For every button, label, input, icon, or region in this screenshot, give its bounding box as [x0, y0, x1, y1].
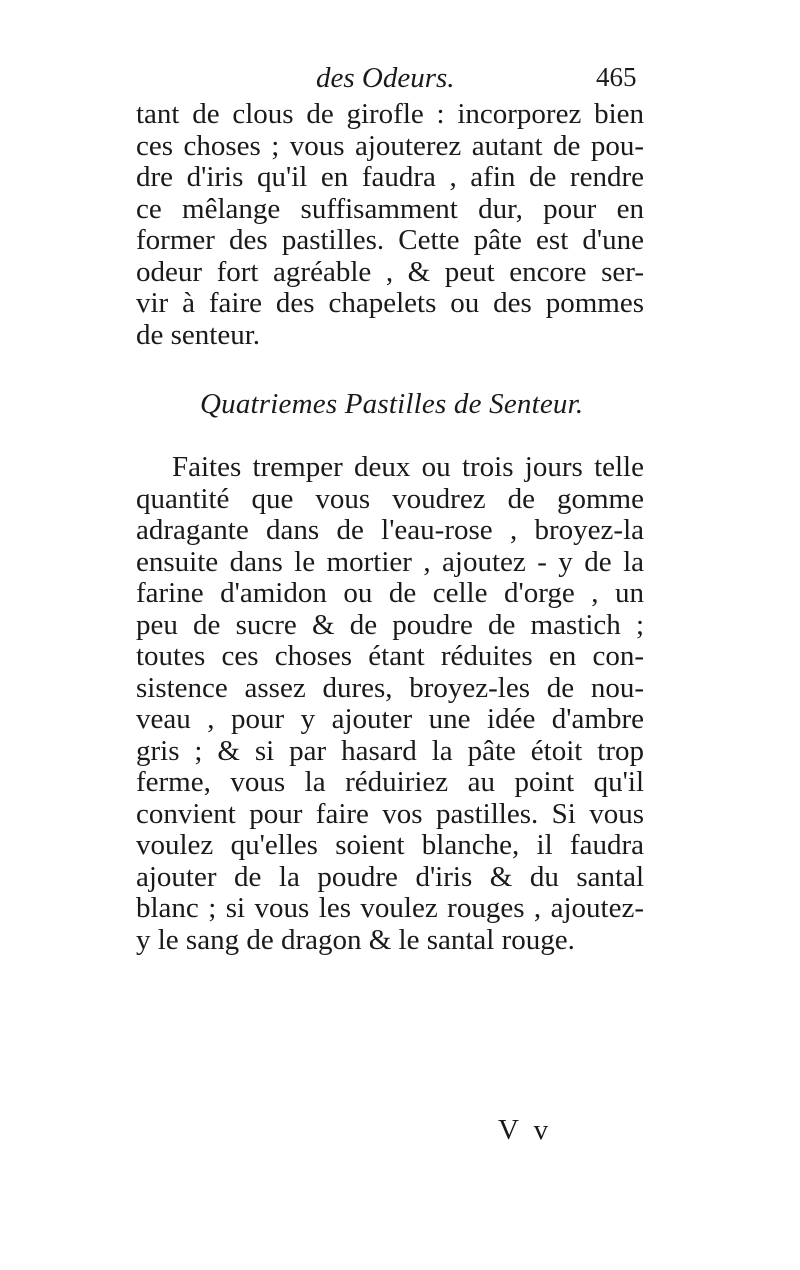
text-line: ferme, vous la réduiriez au point qu'il	[136, 766, 644, 798]
text-line: ajouter de la poudre d'iris & du santal	[136, 860, 644, 893]
text-line: convient pour faire vos pastilles. Si vous	[136, 797, 644, 830]
text-line: de senteur.	[136, 318, 261, 351]
text-line: dre d'iris qu'il en faudra , afin de rendre	[136, 161, 644, 193]
text-line: ces choses ; vous ajouterez autant de pou-	[136, 129, 644, 162]
text-line: Faites tremper deux ou trois jours telle	[172, 451, 644, 483]
text-line: voulez qu'elles soient blanche, il faudra	[136, 829, 644, 861]
text-line: sistence assez dures, broyez-les de nou-	[136, 671, 644, 704]
text-line: tant de clous de girofle : incorporez bien	[136, 98, 644, 130]
text-line: odeur fort agréable , & peut encore ser-	[136, 255, 644, 288]
running-title: des Odeurs.	[316, 62, 455, 94]
section-heading: Quatriemes Pastilles de Senteur.	[200, 388, 584, 420]
page-header	[0, 62, 800, 102]
paragraph-1	[136, 99, 644, 351]
text-line: gris ; & si par hasard la pâte étoit trop	[136, 734, 644, 767]
text-line: veau , pour y ajouter une idée d'ambre	[136, 703, 644, 735]
text-line: y le sang de dragon & le santal rouge.	[136, 923, 575, 956]
text-line: peu de sucre & de poudre de mastich ;	[136, 608, 644, 641]
signature-mark: V v	[498, 1114, 553, 1146]
paragraph-2	[136, 452, 644, 956]
text-line: vir à faire des chapelets ou des pommes	[136, 287, 644, 319]
text-line: ensuite dans le mortier , ajoutez - y de la	[136, 545, 644, 578]
text-line: ce mêlange suffisamment dur, pour en	[136, 192, 644, 225]
page-number: 465	[596, 62, 637, 92]
text-line: blanc ; si vous les voulez rouges , ajoutez-	[136, 892, 644, 924]
text-line: toutes ces choses étant réduites en con-	[136, 640, 644, 672]
text-line: quantité que vous voudrez de gomme	[136, 482, 644, 515]
text-line: adragante dans de l'eau-rose , broyez-la	[136, 514, 644, 546]
text-line: farine d'amidon ou de celle d'orge , un	[136, 577, 644, 609]
text-line: former des pastilles. Cette pâte est d'une	[136, 224, 644, 256]
